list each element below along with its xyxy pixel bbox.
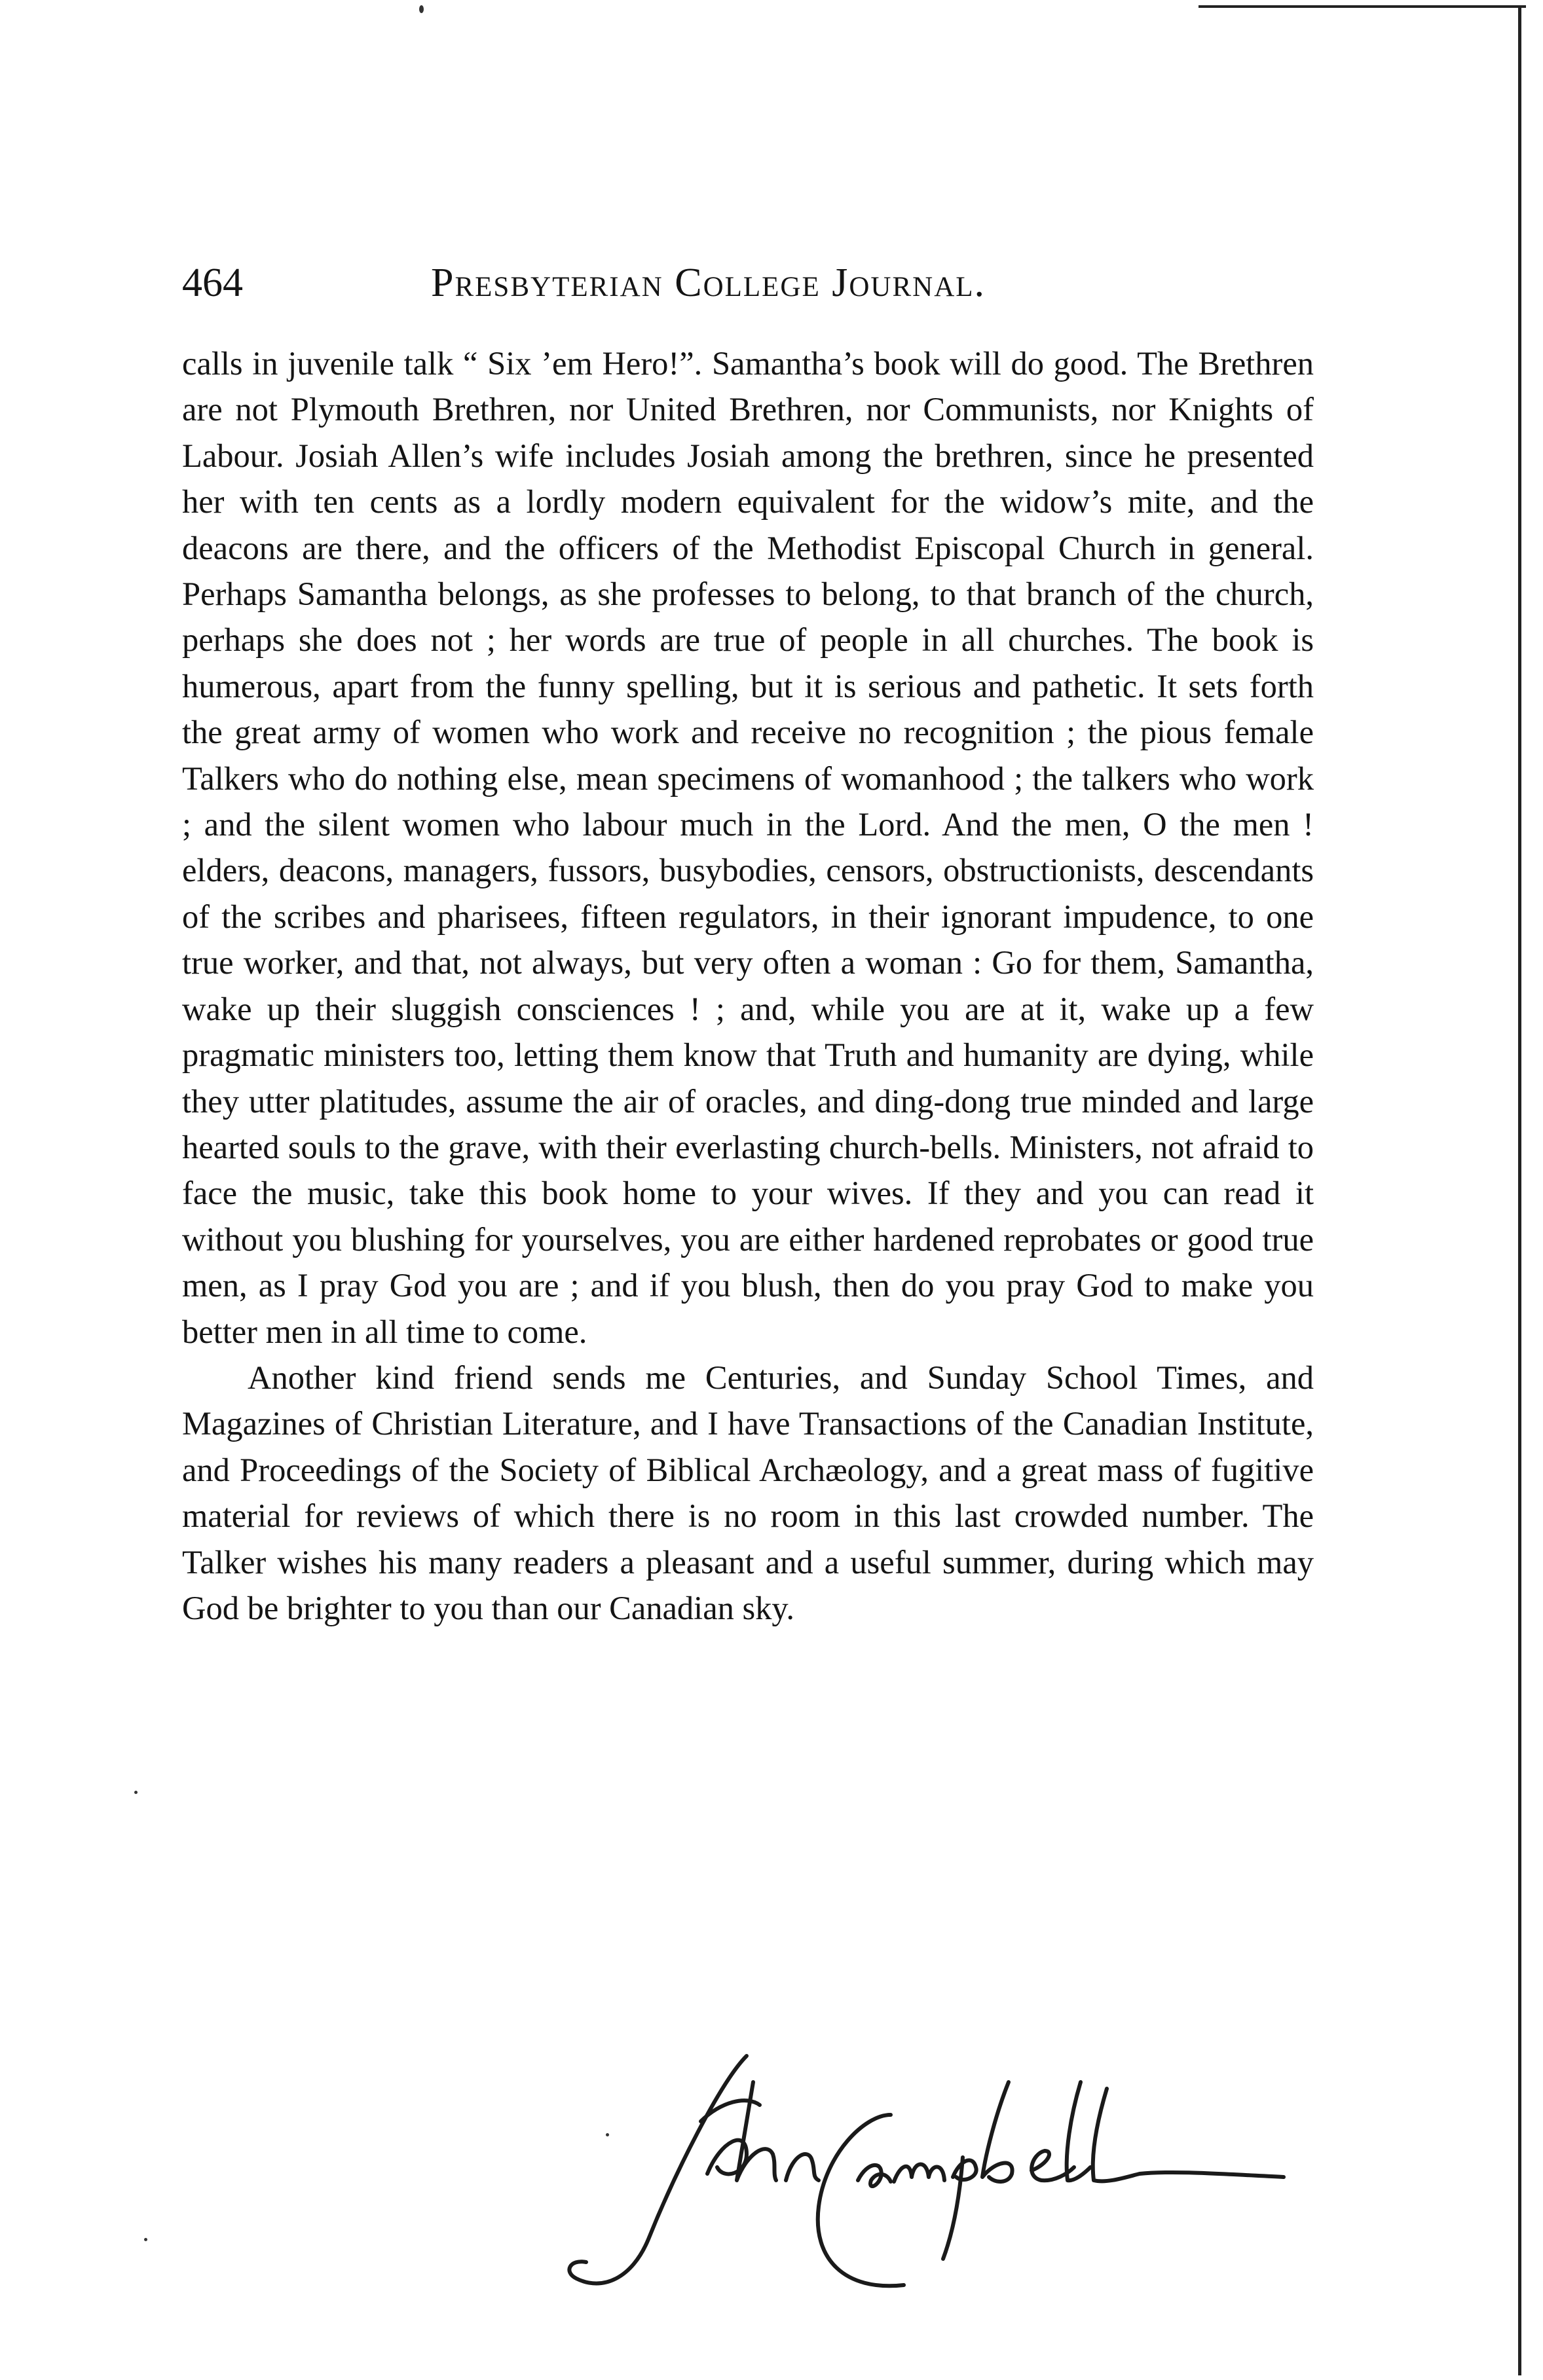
signature <box>550 2043 1310 2305</box>
scan-edge-line-top <box>1199 5 1526 8</box>
page-header <box>182 257 1322 309</box>
scan-speck <box>144 2238 147 2241</box>
scan-edge-line-right <box>1518 5 1521 2375</box>
scan-speck <box>419 5 424 13</box>
running-head: Presbyterian College Journal. <box>431 261 986 305</box>
signature-drawing <box>550 2043 1310 2305</box>
page-number: 464 <box>182 261 243 305</box>
body-text <box>182 340 1314 1631</box>
paragraph: calls in juvenile talk “ Six ’em Hero!”. Samantha’s book will do good. The Brethren are not Plymouth Brethren, nor United Brethren, nor Communists, nor Knights of Labour. Josiah Allen’s wife includes Josiah among the brethren, since he presented her with ten cents as a lordly modern equivalent for the widow’s mite, and the deacons are there, and the officers of the Methodist Episcopal Church in general. Perhaps Samantha belongs, as she professes to belong, to that branch of the church, perhaps she does not ; her words are true of people in all churches. The book is humerous, apart from the funny spelling, but it is serious and pathetic. It sets forth the great army of women who work and receive no recognition ; the pious female Talkers who do nothing else, mean specimens of womanhood ; the talkers who work ; and the silent women who labour much in the Lord. And the men, O the men ! elders, deacons, managers, fussors, busybodies, censors, obstructionists, descendants of the scribes and pharisees, fifteen regulators, in their ignorant impudence, to one true worker, and that, not always, but very often a woman : Go for them, Samantha, wake up their sluggish consciences ! ; and, while you are at it, wake up a few pragmatic ministers too, letting them know that Truth and humanity are dying, while they utter platitudes, assume the air of oracles, and ding-dong true minded and large hearted souls to the grave, with their everlasting church-bells. Ministers, not afraid to face the music, take this book home to your wives. If they and you can read it without you blushing for yourselves, you are either hardened reprobates or good true men, as I pray God you are ; and if you blush, then do you pray God to make you better men in all time to come. <box>182 345 1314 1350</box>
scan-speck <box>134 1791 138 1794</box>
paragraph: Another kind friend sends me Centuries, and Sunday School Times, and Magazines of Christian Literature, and I have Transactions of the Canadian Institute, and Proceedings of the Society of Biblical Archæology, and a great mass of fugitive material for reviews of which there is no room in this last crowded number. The Talker wishes his many readers a pleasant and a useful summer, during which may God be brighter to you than our Canadian sky. <box>182 1359 1314 1626</box>
